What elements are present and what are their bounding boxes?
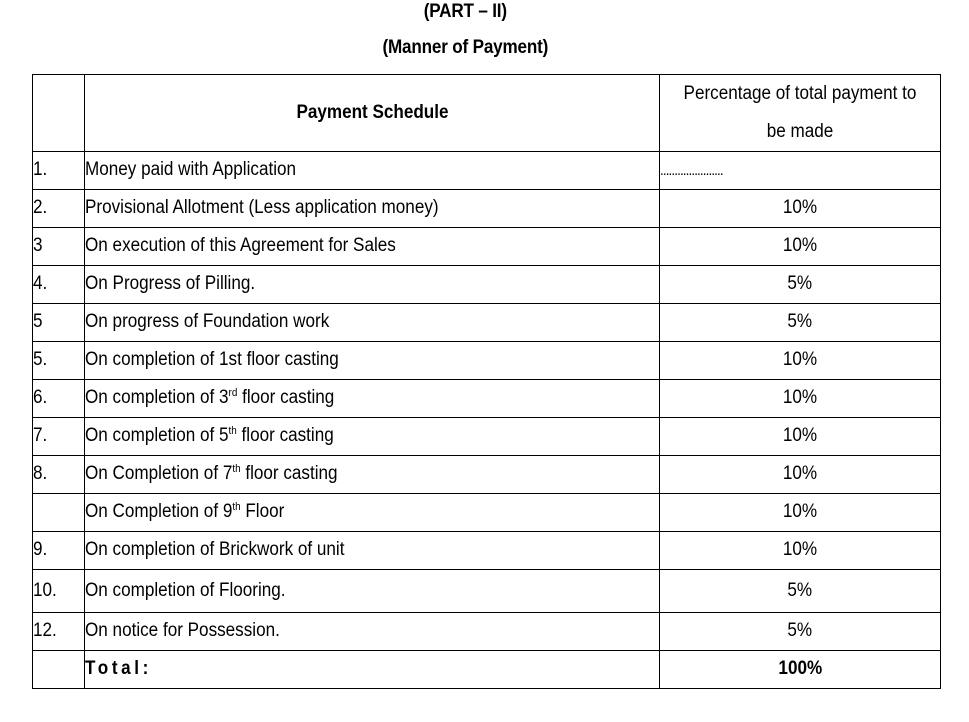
row-number: 2. xyxy=(33,197,48,219)
total-row xyxy=(33,651,941,689)
row-percentage: 10% xyxy=(782,235,818,257)
row-number: 4. xyxy=(33,273,48,295)
row-description: On notice for Possession. xyxy=(85,620,280,642)
row-percentage: 10% xyxy=(782,501,818,523)
row-percentage: 5% xyxy=(787,311,813,333)
row-description: Provisional Allotment (Less application money) xyxy=(85,197,439,219)
row-number: 8. xyxy=(33,463,48,485)
header-schedule-cell xyxy=(85,75,660,152)
header-percentage-label: Percentage of total payment to be made xyxy=(683,83,917,142)
row-percentage: 10% xyxy=(782,387,818,409)
table-row xyxy=(33,342,941,380)
header-percentage-cell xyxy=(660,75,941,152)
table-row xyxy=(33,613,941,651)
row-percentage: 5% xyxy=(787,273,813,295)
row-description: On Completion of 7th floor casting xyxy=(85,463,338,485)
row-percentage: 10% xyxy=(782,425,818,447)
row-description: On execution of this Agreement for Sales xyxy=(85,235,396,257)
row-description: On completion of 3rd floor casting xyxy=(85,387,335,409)
header-number-cell xyxy=(33,75,85,152)
total-percentage: 100% xyxy=(778,658,822,680)
row-percentage: ...................... xyxy=(660,162,723,180)
row-number: 5. xyxy=(33,349,48,371)
row-description: On Progress of Pilling. xyxy=(85,273,256,295)
row-percentage: 5% xyxy=(787,620,813,642)
row-number: 7. xyxy=(33,425,48,447)
total-number-cell xyxy=(33,651,85,689)
row-percentage: 10% xyxy=(782,539,818,561)
table-row xyxy=(33,570,941,613)
table-row xyxy=(33,266,941,304)
page-subtitle: (Manner of Payment) xyxy=(382,37,549,58)
row-percentage: 10% xyxy=(782,197,818,219)
row-description: On completion of Brickwork of unit xyxy=(85,539,345,561)
row-number: 6. xyxy=(33,387,48,409)
row-number: 5 xyxy=(33,311,43,333)
row-description: On progress of Foundation work xyxy=(85,311,330,333)
table-row xyxy=(33,380,941,418)
row-number: 3 xyxy=(33,235,43,257)
header-schedule-label: Payment Schedule xyxy=(295,101,449,123)
row-description: On completion of Flooring. xyxy=(85,579,286,601)
part-heading: (PART – II) xyxy=(423,1,507,22)
row-description: On completion of 5th floor casting xyxy=(85,425,334,447)
table-row xyxy=(33,304,941,342)
row-number: 12. xyxy=(33,620,57,642)
row-percentage: 10% xyxy=(782,463,818,485)
table-row xyxy=(33,228,941,266)
row-description: Money paid with Application xyxy=(85,159,297,181)
table-header-row xyxy=(33,75,941,152)
total-label: Total: xyxy=(85,658,152,680)
row-number: 1. xyxy=(33,159,48,181)
row-description: On completion of 1st floor casting xyxy=(85,349,339,371)
row-percentage: 10% xyxy=(782,349,818,371)
table-row xyxy=(33,418,941,456)
payment-schedule-table xyxy=(32,74,941,689)
table-row xyxy=(33,494,941,532)
row-number: 9. xyxy=(33,539,48,561)
table-row xyxy=(33,532,941,570)
table-row xyxy=(33,456,941,494)
table-row xyxy=(33,190,941,228)
row-number: 10. xyxy=(33,579,57,601)
table-row xyxy=(33,152,941,190)
row-description: On Completion of 9th Floor xyxy=(85,501,285,523)
row-percentage: 5% xyxy=(787,579,813,601)
